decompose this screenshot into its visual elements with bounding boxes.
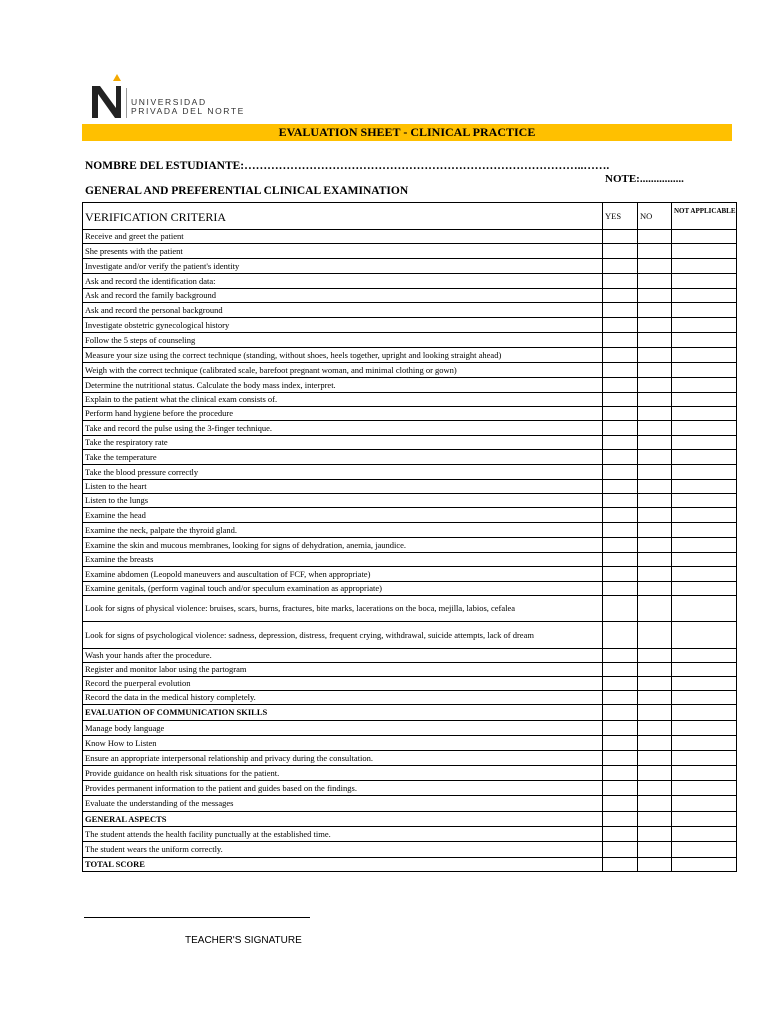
no-cell[interactable] — [638, 622, 672, 649]
table-row — [83, 450, 737, 465]
criteria-cell: Ask and record the family background — [83, 289, 603, 303]
criteria-cell: Ask and record the personal background — [83, 303, 603, 318]
no-cell[interactable] — [638, 721, 672, 736]
table-row — [83, 827, 737, 842]
not-applicable-cell[interactable] — [672, 858, 737, 872]
criteria-cell: Examine genitals, (perform vaginal touch and/or speculum examination as appropriate) — [83, 582, 603, 596]
not-applicable-cell[interactable] — [672, 649, 737, 663]
no-cell[interactable] — [638, 677, 672, 691]
yes-cell[interactable] — [603, 766, 638, 781]
table-row — [83, 553, 737, 567]
table-row — [83, 796, 737, 812]
yes-cell[interactable] — [603, 465, 638, 480]
no-cell[interactable] — [638, 421, 672, 436]
no-cell[interactable] — [638, 450, 672, 465]
table-row — [83, 363, 737, 378]
criteria-cell: She presents with the patient — [83, 244, 603, 259]
yes-cell[interactable] — [603, 691, 638, 705]
yes-cell[interactable] — [603, 796, 638, 812]
criteria-cell: Take the blood pressure correctly — [83, 465, 603, 480]
yes-cell[interactable] — [603, 705, 638, 721]
no-cell[interactable] — [638, 781, 672, 796]
table-row — [83, 244, 737, 259]
header-no: NO — [638, 203, 672, 230]
header-not-applicable: NOT APPLICABLE — [672, 203, 737, 230]
header-yes: YES — [603, 203, 638, 230]
not-applicable-cell[interactable] — [672, 421, 737, 436]
yes-cell[interactable] — [603, 622, 638, 649]
criteria-cell: Provides permanent information to the patient and guides based on the findings. — [83, 781, 603, 796]
table-row — [83, 348, 737, 363]
yes-cell[interactable] — [603, 736, 638, 751]
not-applicable-cell[interactable] — [672, 303, 737, 318]
yes-cell[interactable] — [603, 582, 638, 596]
table-row — [83, 230, 737, 244]
yes-cell[interactable] — [603, 827, 638, 842]
criteria-cell: Ensure an appropriate interpersonal relationship and privacy during the consultation. — [83, 751, 603, 766]
table-row — [83, 766, 737, 781]
not-applicable-cell[interactable] — [672, 567, 737, 582]
not-applicable-cell[interactable] — [672, 677, 737, 691]
evaluation-table — [82, 202, 737, 872]
criteria-cell: The student attends the health facility punctually at the established time. — [83, 827, 603, 842]
criteria-cell: Determine the nutritional status. Calculate the body mass index, interpret. — [83, 378, 603, 393]
table-row — [83, 781, 737, 796]
not-applicable-cell[interactable] — [672, 378, 737, 393]
criteria-cell: Take the temperature — [83, 450, 603, 465]
not-applicable-cell[interactable] — [672, 751, 737, 766]
not-applicable-cell[interactable] — [672, 827, 737, 842]
table-row — [83, 751, 737, 766]
criteria-cell: Weigh with the correct technique (calibrated scale, barefoot pregnant woman, and minimal clothing or gown) — [83, 363, 603, 378]
criteria-cell: Investigate and/or verify the patient's identity — [83, 259, 603, 274]
criteria-cell: Examine the skin and mucous membranes, looking for signs of dehydration, anemia, jaundice. — [83, 538, 603, 553]
yes-cell[interactable] — [603, 567, 638, 582]
table-row — [83, 436, 737, 450]
yes-cell[interactable] — [603, 244, 638, 259]
table-row — [83, 812, 737, 827]
not-applicable-cell[interactable] — [672, 705, 737, 721]
logo-line2: PRIVADA DEL NORTE — [131, 106, 245, 116]
no-cell[interactable] — [638, 567, 672, 582]
not-applicable-cell[interactable] — [672, 596, 737, 622]
logo-line1: UNIVERSIDAD — [131, 97, 207, 107]
yes-cell[interactable] — [603, 508, 638, 523]
criteria-cell: Perform hand hygiene before the procedure — [83, 407, 603, 421]
yes-cell[interactable] — [603, 663, 638, 677]
yes-cell[interactable] — [603, 781, 638, 796]
table-row — [83, 721, 737, 736]
student-name-field[interactable]: NOMBRE DEL ESTUDIANTE:……………………………………………………………………………..……. — [85, 160, 610, 172]
not-applicable-cell[interactable] — [672, 274, 737, 289]
not-applicable-cell[interactable] — [672, 582, 737, 596]
no-cell[interactable] — [638, 582, 672, 596]
table-row — [83, 407, 737, 421]
table-row — [83, 691, 737, 705]
no-cell[interactable] — [638, 766, 672, 781]
criteria-cell: Register and monitor labor using the partogram — [83, 663, 603, 677]
yes-cell[interactable] — [603, 751, 638, 766]
table-row — [83, 538, 737, 553]
no-cell[interactable] — [638, 274, 672, 289]
not-applicable-cell[interactable] — [672, 691, 737, 705]
criteria-cell: Listen to the lungs — [83, 494, 603, 508]
no-cell[interactable] — [638, 705, 672, 721]
not-applicable-cell[interactable] — [672, 393, 737, 407]
not-applicable-cell[interactable] — [672, 333, 737, 348]
table-row — [83, 333, 737, 348]
no-cell[interactable] — [638, 480, 672, 494]
yes-cell[interactable] — [603, 333, 638, 348]
not-applicable-cell[interactable] — [672, 494, 737, 508]
header-criteria: VERIFICATION CRITERIA — [83, 203, 603, 230]
no-cell[interactable] — [638, 244, 672, 259]
no-cell[interactable] — [638, 230, 672, 244]
no-cell[interactable] — [638, 259, 672, 274]
table-row — [83, 649, 737, 663]
table-header-row — [83, 203, 737, 230]
no-cell[interactable] — [638, 348, 672, 363]
yes-cell[interactable] — [603, 858, 638, 872]
yes-cell[interactable] — [603, 494, 638, 508]
criteria-cell: Examine the neck, palpate the thyroid gland. — [83, 523, 603, 538]
not-applicable-cell[interactable] — [672, 436, 737, 450]
no-cell[interactable] — [638, 436, 672, 450]
yes-cell[interactable] — [603, 303, 638, 318]
not-applicable-cell[interactable] — [672, 318, 737, 333]
criteria-cell: GENERAL ASPECTS — [83, 812, 603, 827]
section-title: GENERAL AND PREFERENTIAL CLINICAL EXAMINATION — [85, 185, 409, 197]
criteria-cell: Take and record the pulse using the 3-finger technique. — [83, 421, 603, 436]
university-logo — [88, 74, 268, 124]
page-title: EVALUATION SHEET - CLINICAL PRACTICE — [82, 124, 732, 141]
yes-cell[interactable] — [603, 677, 638, 691]
table-row — [83, 736, 737, 751]
criteria-cell: Follow the 5 steps of counseling — [83, 333, 603, 348]
yes-cell[interactable] — [603, 259, 638, 274]
no-cell[interactable] — [638, 465, 672, 480]
not-applicable-cell[interactable] — [672, 230, 737, 244]
yes-cell[interactable] — [603, 812, 638, 827]
no-cell[interactable] — [638, 333, 672, 348]
table-row — [83, 663, 737, 677]
criteria-cell: Examine the head — [83, 508, 603, 523]
not-applicable-cell[interactable] — [672, 523, 737, 538]
no-cell[interactable] — [638, 691, 672, 705]
not-applicable-cell[interactable] — [672, 736, 737, 751]
yes-cell[interactable] — [603, 842, 638, 858]
no-cell[interactable] — [638, 378, 672, 393]
criteria-cell: Evaluate the understanding of the messages — [83, 796, 603, 812]
table-row — [83, 582, 737, 596]
no-cell[interactable] — [638, 796, 672, 812]
not-applicable-cell[interactable] — [672, 348, 737, 363]
no-cell[interactable] — [638, 663, 672, 677]
no-cell[interactable] — [638, 407, 672, 421]
yes-cell[interactable] — [603, 538, 638, 553]
no-cell[interactable] — [638, 812, 672, 827]
criteria-cell: Measure your size using the correct technique (standing, without shoes, heels together, upright and looking straight ahead) — [83, 348, 603, 363]
criteria-cell: Examine the breasts — [83, 553, 603, 567]
yes-cell[interactable] — [603, 553, 638, 567]
table-row — [83, 508, 737, 523]
not-applicable-cell[interactable] — [672, 244, 737, 259]
criteria-cell: Explain to the patient what the clinical exam consists of. — [83, 393, 603, 407]
table-row — [83, 622, 737, 649]
table-row — [83, 274, 737, 289]
signature-line — [84, 917, 310, 918]
not-applicable-cell[interactable] — [672, 766, 737, 781]
criteria-cell: Listen to the heart — [83, 480, 603, 494]
no-cell[interactable] — [638, 736, 672, 751]
criteria-cell: Look for signs of physical violence: bruises, scars, burns, fractures, bite marks, lacerations on the boca, mejilla, labios, cefalea — [83, 596, 603, 622]
table-row — [83, 523, 737, 538]
logo-n-icon — [88, 74, 130, 120]
table-row — [83, 567, 737, 582]
yes-cell[interactable] — [603, 721, 638, 736]
table-row — [83, 378, 737, 393]
not-applicable-cell[interactable] — [672, 480, 737, 494]
not-applicable-cell[interactable] — [672, 796, 737, 812]
not-applicable-cell[interactable] — [672, 622, 737, 649]
yes-cell[interactable] — [603, 407, 638, 421]
note-field[interactable]: NOTE:................ — [605, 173, 684, 185]
yes-cell[interactable] — [603, 230, 638, 244]
yes-cell[interactable] — [603, 436, 638, 450]
not-applicable-cell[interactable] — [672, 842, 737, 858]
no-cell[interactable] — [638, 289, 672, 303]
no-cell[interactable] — [638, 393, 672, 407]
table-row — [83, 465, 737, 480]
not-applicable-cell[interactable] — [672, 465, 737, 480]
not-applicable-cell[interactable] — [672, 721, 737, 736]
no-cell[interactable] — [638, 508, 672, 523]
yes-cell[interactable] — [603, 274, 638, 289]
not-applicable-cell[interactable] — [672, 553, 737, 567]
logo-divider — [126, 88, 127, 118]
yes-cell[interactable] — [603, 480, 638, 494]
criteria-cell: EVALUATION OF COMMUNICATION SKILLS — [83, 705, 603, 721]
criteria-cell: Know How to Listen — [83, 736, 603, 751]
table-row — [83, 289, 737, 303]
yes-cell[interactable] — [603, 289, 638, 303]
criteria-cell: Receive and greet the patient — [83, 230, 603, 244]
signature-label: TEACHER'S SIGNATURE — [185, 935, 302, 946]
not-applicable-cell[interactable] — [672, 407, 737, 421]
not-applicable-cell[interactable] — [672, 450, 737, 465]
yes-cell[interactable] — [603, 318, 638, 333]
no-cell[interactable] — [638, 596, 672, 622]
no-cell[interactable] — [638, 827, 672, 842]
table-row — [83, 318, 737, 333]
table-row — [83, 842, 737, 858]
criteria-cell: Wash your hands after the procedure. — [83, 649, 603, 663]
not-applicable-cell[interactable] — [672, 508, 737, 523]
no-cell[interactable] — [638, 649, 672, 663]
not-applicable-cell[interactable] — [672, 289, 737, 303]
criteria-cell: The student wears the uniform correctly. — [83, 842, 603, 858]
no-cell[interactable] — [638, 523, 672, 538]
no-cell[interactable] — [638, 751, 672, 766]
table-row — [83, 259, 737, 274]
not-applicable-cell[interactable] — [672, 259, 737, 274]
not-applicable-cell[interactable] — [672, 538, 737, 553]
criteria-cell: Take the respiratory rate — [83, 436, 603, 450]
criteria-cell: Investigate obstetric gynecological history — [83, 318, 603, 333]
criteria-cell: Ask and record the identification data: — [83, 274, 603, 289]
not-applicable-cell[interactable] — [672, 812, 737, 827]
table-row — [83, 480, 737, 494]
yes-cell[interactable] — [603, 421, 638, 436]
logo-text — [131, 98, 245, 116]
table-row — [83, 858, 737, 872]
no-cell[interactable] — [638, 494, 672, 508]
table-row — [83, 421, 737, 436]
yes-cell[interactable] — [603, 393, 638, 407]
table-row — [83, 596, 737, 622]
yes-cell[interactable] — [603, 596, 638, 622]
criteria-cell: Record the data in the medical history completely. — [83, 691, 603, 705]
yes-cell[interactable] — [603, 649, 638, 663]
no-cell[interactable] — [638, 842, 672, 858]
not-applicable-cell[interactable] — [672, 781, 737, 796]
yes-cell[interactable] — [603, 378, 638, 393]
no-cell[interactable] — [638, 538, 672, 553]
no-cell[interactable] — [638, 858, 672, 872]
table-row — [83, 494, 737, 508]
yes-cell[interactable] — [603, 363, 638, 378]
table-row — [83, 393, 737, 407]
criteria-cell: Provide guidance on health risk situations for the patient. — [83, 766, 603, 781]
no-cell[interactable] — [638, 318, 672, 333]
table-row — [83, 705, 737, 721]
not-applicable-cell[interactable] — [672, 363, 737, 378]
yes-cell[interactable] — [603, 348, 638, 363]
no-cell[interactable] — [638, 303, 672, 318]
yes-cell[interactable] — [603, 523, 638, 538]
criteria-cell: Look for signs of psychological violence: sadness, depression, distress, frequent crying, withdrawal, suicide attempts, lack of dream — [83, 622, 603, 649]
table-row — [83, 677, 737, 691]
criteria-cell: Record the puerperal evolution — [83, 677, 603, 691]
no-cell[interactable] — [638, 553, 672, 567]
table-row — [83, 303, 737, 318]
criteria-cell: Examine abdomen (Leopold maneuvers and auscultation of FCF, when appropriate) — [83, 567, 603, 582]
not-applicable-cell[interactable] — [672, 663, 737, 677]
criteria-cell: TOTAL SCORE — [83, 858, 603, 872]
yes-cell[interactable] — [603, 450, 638, 465]
no-cell[interactable] — [638, 363, 672, 378]
criteria-cell: Manage body language — [83, 721, 603, 736]
